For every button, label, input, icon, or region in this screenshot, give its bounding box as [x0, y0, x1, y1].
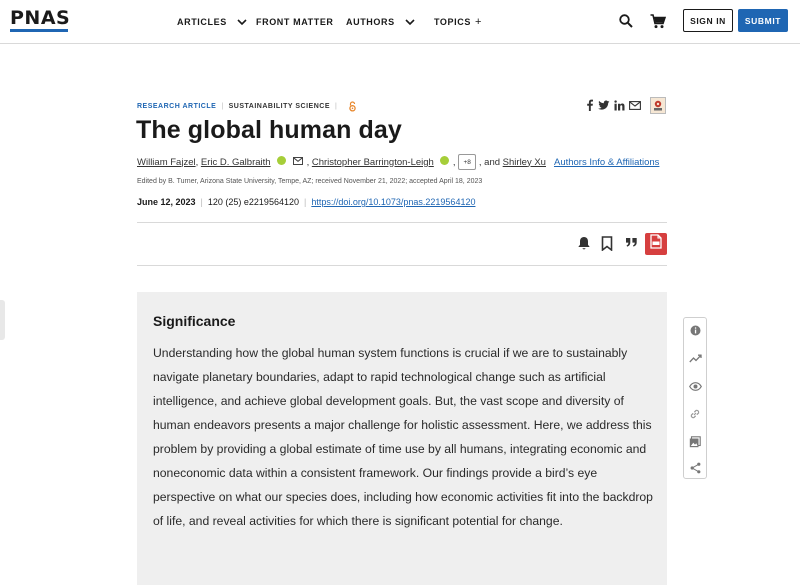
side-drawer-tab[interactable] [0, 300, 5, 340]
twitter-icon[interactable] [598, 100, 610, 111]
article-subject[interactable]: SUSTAINABILITY SCIENCE [228, 103, 331, 110]
kicker-divider: | [221, 103, 224, 110]
logo-text: PNAS [10, 7, 71, 29]
divider [137, 265, 667, 266]
publication-date: June 12, 2023 [137, 197, 196, 207]
nav-front-matter[interactable] [256, 0, 334, 44]
cite-quote-icon[interactable] [625, 236, 638, 248]
edited-by: Edited by B. Turner, Arizona State University, Tempe, AZ; received November 21, 2022; accepted April 18, 2023 [137, 178, 483, 185]
email-icon[interactable] [293, 157, 303, 165]
cart-icon[interactable] [649, 12, 667, 30]
logo-underline [10, 29, 68, 32]
doi-link[interactable]: https://doi.org/10.1073/pnas.2219564120 [311, 197, 476, 207]
author-separator: , [306, 156, 312, 168]
share-icon[interactable] [684, 459, 706, 477]
significance-heading: Significance [153, 313, 236, 329]
share-bar [585, 99, 641, 111]
alert-bell-icon[interactable] [577, 236, 591, 251]
citation: 120 (25) e2219564120 [207, 197, 299, 207]
nav-front-matter-label: FRONT MATTER [256, 17, 334, 27]
site-header [0, 0, 800, 44]
linkedin-icon[interactable] [614, 100, 625, 111]
facebook-icon[interactable] [585, 99, 594, 111]
author-link[interactable]: Christopher Barrington-Leigh [311, 156, 434, 168]
search-icon[interactable] [617, 12, 635, 30]
nav-topics-label: TOPICS [434, 17, 471, 27]
author-link[interactable]: Eric D. Galbraith [200, 156, 271, 168]
article-side-toolbar [683, 317, 707, 479]
author-separator: , [195, 156, 201, 168]
view-eye-icon[interactable] [684, 377, 706, 395]
article-type[interactable]: RESEARCH ARTICLE [137, 103, 217, 110]
pub-divider: | [303, 197, 307, 207]
pub-divider: | [200, 197, 203, 207]
affiliations-link[interactable]: Authors Info & Affiliations [553, 156, 660, 168]
sign-in-button[interactable]: SIGN IN [683, 9, 733, 32]
figures-gallery-icon[interactable] [684, 433, 706, 451]
more-authors-button[interactable]: +8 [458, 154, 475, 170]
plus-icon: + [474, 16, 482, 28]
nav-topics[interactable] [434, 0, 482, 44]
chevron-down-icon [405, 19, 415, 26]
link-icon[interactable] [684, 405, 706, 423]
orcid-icon[interactable] [440, 156, 449, 165]
author-conjunction: , and [478, 156, 501, 168]
significance-text: Understanding how the global human system functions is crucial if we are to sustainably navigate planetary boundaries, adapt to rapid technological change such as artificial intelligence, and achieve global development goals. But, the vast scope and diversity of human endeavors presents a major challenge for holistic assessment. Here, we address this problem by providing a global estimate of time use by all humans, integrating economic and noneconomic data within a consistent framework. Our findings provide a bird’s eye perspective on what our species does, including how economic activities fit into the backdrop of life, and reveal activities for which there is significant potential for change. [153, 346, 653, 528]
nav-authors[interactable] [346, 0, 415, 44]
nav-authors-label: AUTHORS [346, 17, 395, 27]
submit-button[interactable]: SUBMIT [738, 9, 788, 32]
nav-articles[interactable] [177, 0, 247, 44]
orcid-icon[interactable] [277, 156, 286, 165]
divider [137, 222, 667, 223]
nav-articles-label: ARTICLES [177, 17, 227, 27]
publication-info [137, 197, 475, 207]
article-kicker [137, 101, 356, 112]
pdf-download-button[interactable] [645, 233, 667, 255]
info-icon[interactable] [684, 321, 706, 339]
bookmark-icon[interactable] [601, 236, 613, 251]
pnas-logo[interactable] [10, 9, 70, 32]
author-list [137, 154, 659, 170]
pdf-icon [650, 234, 662, 254]
author-separator: , [452, 156, 456, 168]
article-title: The global human day [136, 116, 402, 144]
author-link[interactable]: Shirley Xu [502, 156, 546, 168]
metrics-trend-icon[interactable] [684, 349, 706, 367]
journal-badge-icon[interactable] [650, 97, 666, 114]
author-link[interactable]: William Fajzel [137, 156, 196, 168]
open-access-icon [349, 101, 356, 112]
email-share-icon[interactable] [629, 101, 641, 110]
chevron-down-icon [237, 19, 247, 26]
kicker-divider: | [335, 103, 338, 110]
